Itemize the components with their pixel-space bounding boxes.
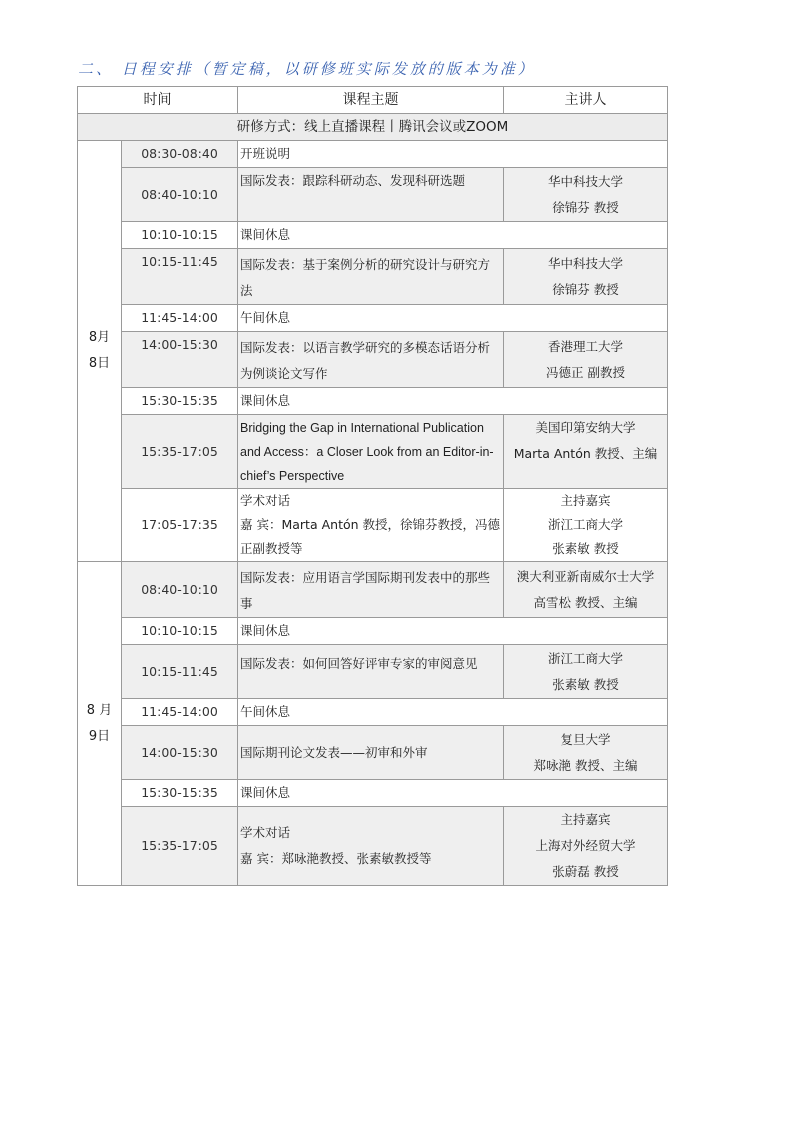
table-header-row bbox=[78, 87, 668, 114]
topic-guests: 嘉 宾：Marta Antón 教授，徐锦芬教授，冯德正副教授等 bbox=[240, 517, 501, 556]
time-cell: 17:05-17:35 bbox=[122, 489, 238, 562]
speaker-org: 香港理工大学 bbox=[547, 338, 623, 354]
topic-cell bbox=[238, 807, 504, 886]
topic-title: 学术对话 bbox=[240, 825, 291, 840]
speaker-role: 主持嘉宾 bbox=[560, 493, 611, 508]
time-cell: 15:35-17:05 bbox=[122, 807, 238, 886]
mode-row bbox=[78, 114, 668, 141]
section-title: 二、 日程安排（暂定稿，以研修班实际发放的版本为准） bbox=[78, 60, 536, 78]
topic-cell: 国际期刊论文发表——初审和外审 bbox=[238, 726, 504, 780]
topic-cell: 国际发表：应用语言学国际期刊发表中的那些事 bbox=[238, 562, 504, 618]
speaker-org: 华中科技大学 bbox=[547, 255, 623, 271]
topic-cell: 国际发表：以语言教学研究的多模态话语分析为例谈论文写作 bbox=[238, 332, 504, 388]
speaker-name: 张素敏 教授 bbox=[552, 541, 619, 556]
topic-cell: 开班说明 bbox=[238, 141, 668, 168]
table-row bbox=[78, 332, 668, 388]
time-cell: 08:30-08:40 bbox=[122, 141, 238, 168]
speaker-cell bbox=[504, 249, 668, 305]
time-cell: 10:10-10:15 bbox=[122, 222, 238, 249]
table-row bbox=[78, 645, 668, 699]
speaker-name: 徐锦芬 教授 bbox=[552, 199, 619, 215]
time-cell: 10:15-11:45 bbox=[122, 645, 238, 699]
time-cell: 10:15-11:45 bbox=[122, 249, 238, 305]
topic-cell: 课间休息 bbox=[238, 618, 668, 645]
table-row bbox=[78, 168, 668, 222]
table-row bbox=[78, 388, 668, 415]
date-day2-day: 9日 bbox=[88, 728, 111, 744]
speaker-org: 美国印第安纳大学 bbox=[535, 420, 636, 435]
date-day1 bbox=[78, 141, 122, 562]
table-row bbox=[78, 305, 668, 332]
table-row bbox=[78, 249, 668, 305]
topic-cell: 午间休息 bbox=[238, 305, 668, 332]
speaker-name: 郑咏滟 教授、主编 bbox=[533, 757, 638, 773]
topic-cell: 国际发表：跟踪科研动态、发现科研选题 bbox=[238, 168, 504, 222]
time-cell: 14:00-15:30 bbox=[122, 332, 238, 388]
speaker-org: 华中科技大学 bbox=[547, 173, 623, 189]
table-row bbox=[78, 699, 668, 726]
speaker-name: 冯德正 副教授 bbox=[546, 364, 625, 380]
table-row bbox=[78, 780, 668, 807]
speaker-org: 浙江工商大学 bbox=[547, 650, 623, 666]
speaker-cell bbox=[504, 726, 668, 780]
time-cell: 15:30-15:35 bbox=[122, 388, 238, 415]
topic-cell: 国际发表：如何回答好评审专家的审阅意见 bbox=[238, 645, 504, 699]
topic-cell: 课间休息 bbox=[238, 222, 668, 249]
topic-cell: Bridging the Gap in International Publication and Access：a Closer Look from an Editor-in-chief’s Perspective bbox=[238, 415, 504, 489]
date-day1-day: 8日 bbox=[88, 356, 111, 371]
topic-title: 学术对话 bbox=[240, 493, 291, 508]
speaker-cell bbox=[504, 562, 668, 618]
table-row bbox=[78, 807, 668, 886]
speaker-name: 高雪松 教授、主编 bbox=[533, 594, 638, 610]
date-day2-month: 8 月 bbox=[86, 702, 113, 718]
topic-cell: 午间休息 bbox=[238, 699, 668, 726]
time-cell: 11:45-14:00 bbox=[122, 699, 238, 726]
time-cell: 10:10-10:15 bbox=[122, 618, 238, 645]
header-topic: 课程主题 bbox=[238, 87, 504, 114]
date-day2 bbox=[78, 562, 122, 886]
topic-cell: 国际发表：基于案例分析的研究设计与研究方法 bbox=[238, 249, 504, 305]
topic-guests: 嘉 宾：郑咏滟教授、张素敏教授等 bbox=[240, 851, 432, 866]
time-cell: 11:45-14:00 bbox=[122, 305, 238, 332]
date-day1-month: 8月 bbox=[88, 330, 111, 345]
study-mode: 研修方式：线上直播课程丨腾讯会议或ZOOM bbox=[78, 114, 668, 141]
speaker-cell bbox=[504, 489, 668, 562]
time-cell: 14:00-15:30 bbox=[122, 726, 238, 780]
speaker-name: 张素敏 教授 bbox=[552, 676, 619, 692]
speaker-cell bbox=[504, 807, 668, 886]
speaker-cell bbox=[504, 645, 668, 699]
topic-cell: 课间休息 bbox=[238, 388, 668, 415]
speaker-org: 浙江工商大学 bbox=[547, 517, 623, 532]
header-speaker: 主讲人 bbox=[504, 87, 668, 114]
topic-cell bbox=[238, 489, 504, 562]
speaker-name: Marta Antón 教授、主编 bbox=[513, 446, 658, 461]
time-cell: 08:40-10:10 bbox=[122, 562, 238, 618]
speaker-role: 主持嘉宾 bbox=[560, 812, 611, 827]
speaker-org: 复旦大学 bbox=[560, 731, 611, 747]
table-row bbox=[78, 489, 668, 562]
table-row bbox=[78, 222, 668, 249]
speaker-org: 澳大利亚新南威尔士大学 bbox=[516, 568, 655, 584]
speaker-cell bbox=[504, 168, 668, 222]
header-time: 时间 bbox=[78, 87, 238, 114]
speaker-name: 徐锦芬 教授 bbox=[552, 281, 619, 297]
speaker-cell bbox=[504, 332, 668, 388]
table-row bbox=[78, 726, 668, 780]
speaker-name: 张蔚磊 教授 bbox=[552, 864, 619, 879]
time-cell: 08:40-10:10 bbox=[122, 168, 238, 222]
table-row bbox=[78, 562, 668, 618]
time-cell: 15:35-17:05 bbox=[122, 415, 238, 489]
topic-cell: 课间休息 bbox=[238, 780, 668, 807]
schedule-table bbox=[77, 86, 668, 886]
table-row bbox=[78, 415, 668, 489]
time-cell: 15:30-15:35 bbox=[122, 780, 238, 807]
table-row bbox=[78, 618, 668, 645]
speaker-org: 上海对外经贸大学 bbox=[535, 838, 636, 853]
speaker-cell bbox=[504, 415, 668, 489]
table-row bbox=[78, 141, 668, 168]
